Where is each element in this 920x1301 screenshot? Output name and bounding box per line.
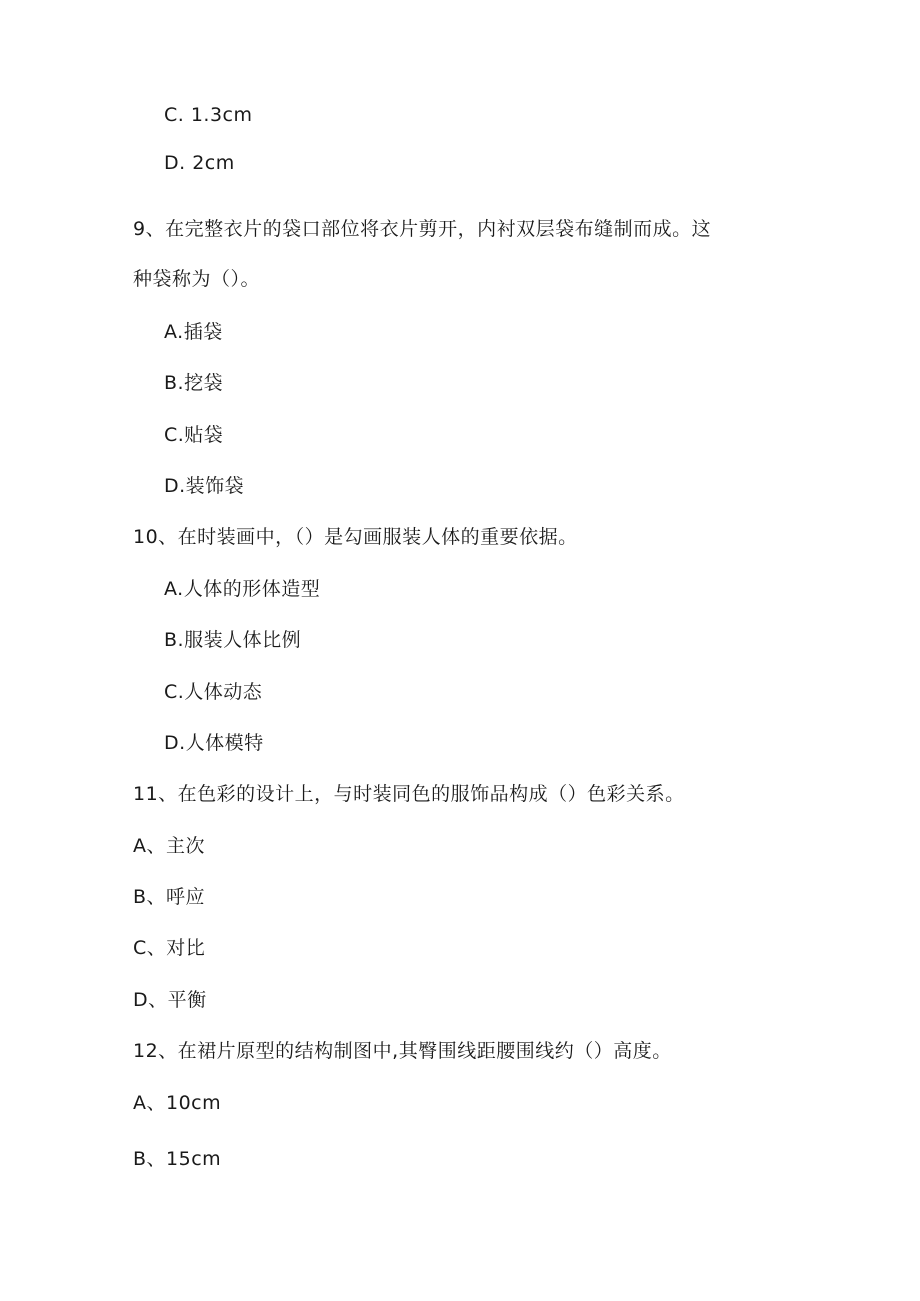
q11-option-c: C、对比	[133, 937, 206, 959]
q8-option-c: C. 1.3cm	[164, 104, 253, 126]
q9-option-d: D.装饰袋	[164, 475, 245, 497]
q9-stem-line2: 种袋称为（）。	[133, 268, 261, 290]
q8-option-d: D. 2cm	[164, 152, 235, 174]
q12-stem: 12、在裙片原型的结构制图中,其臀围线距腰围线约（）高度。	[133, 1040, 672, 1062]
q12-option-a: A、10cm	[133, 1092, 222, 1114]
q10-option-c: C.人体动态	[164, 681, 263, 703]
q12-option-b: B、15cm	[133, 1148, 222, 1170]
q11-stem: 11、在色彩的设计上，与时装同色的服饰品构成（）色彩关系。	[133, 783, 685, 805]
q11-option-d: D、平衡	[133, 989, 207, 1011]
q9-stem-line1: 9、在完整衣片的袋口部位将衣片剪开，内衬双层袋布缝制而成。这	[133, 218, 712, 240]
q10-stem: 10、在时装画中，（）是勾画服装人体的重要依据。	[133, 526, 578, 548]
q11-option-a: A、主次	[133, 835, 205, 857]
q9-option-b: B.挖袋	[164, 372, 224, 394]
q10-option-a: A.人体的形体造型	[164, 578, 321, 600]
q9-option-c: C.贴袋	[164, 424, 224, 446]
q10-option-d: D.人体模特	[164, 732, 264, 754]
q9-option-a: A.插袋	[164, 321, 223, 343]
q10-option-b: B.服装人体比例	[164, 629, 302, 651]
q11-option-b: B、呼应	[133, 886, 206, 908]
